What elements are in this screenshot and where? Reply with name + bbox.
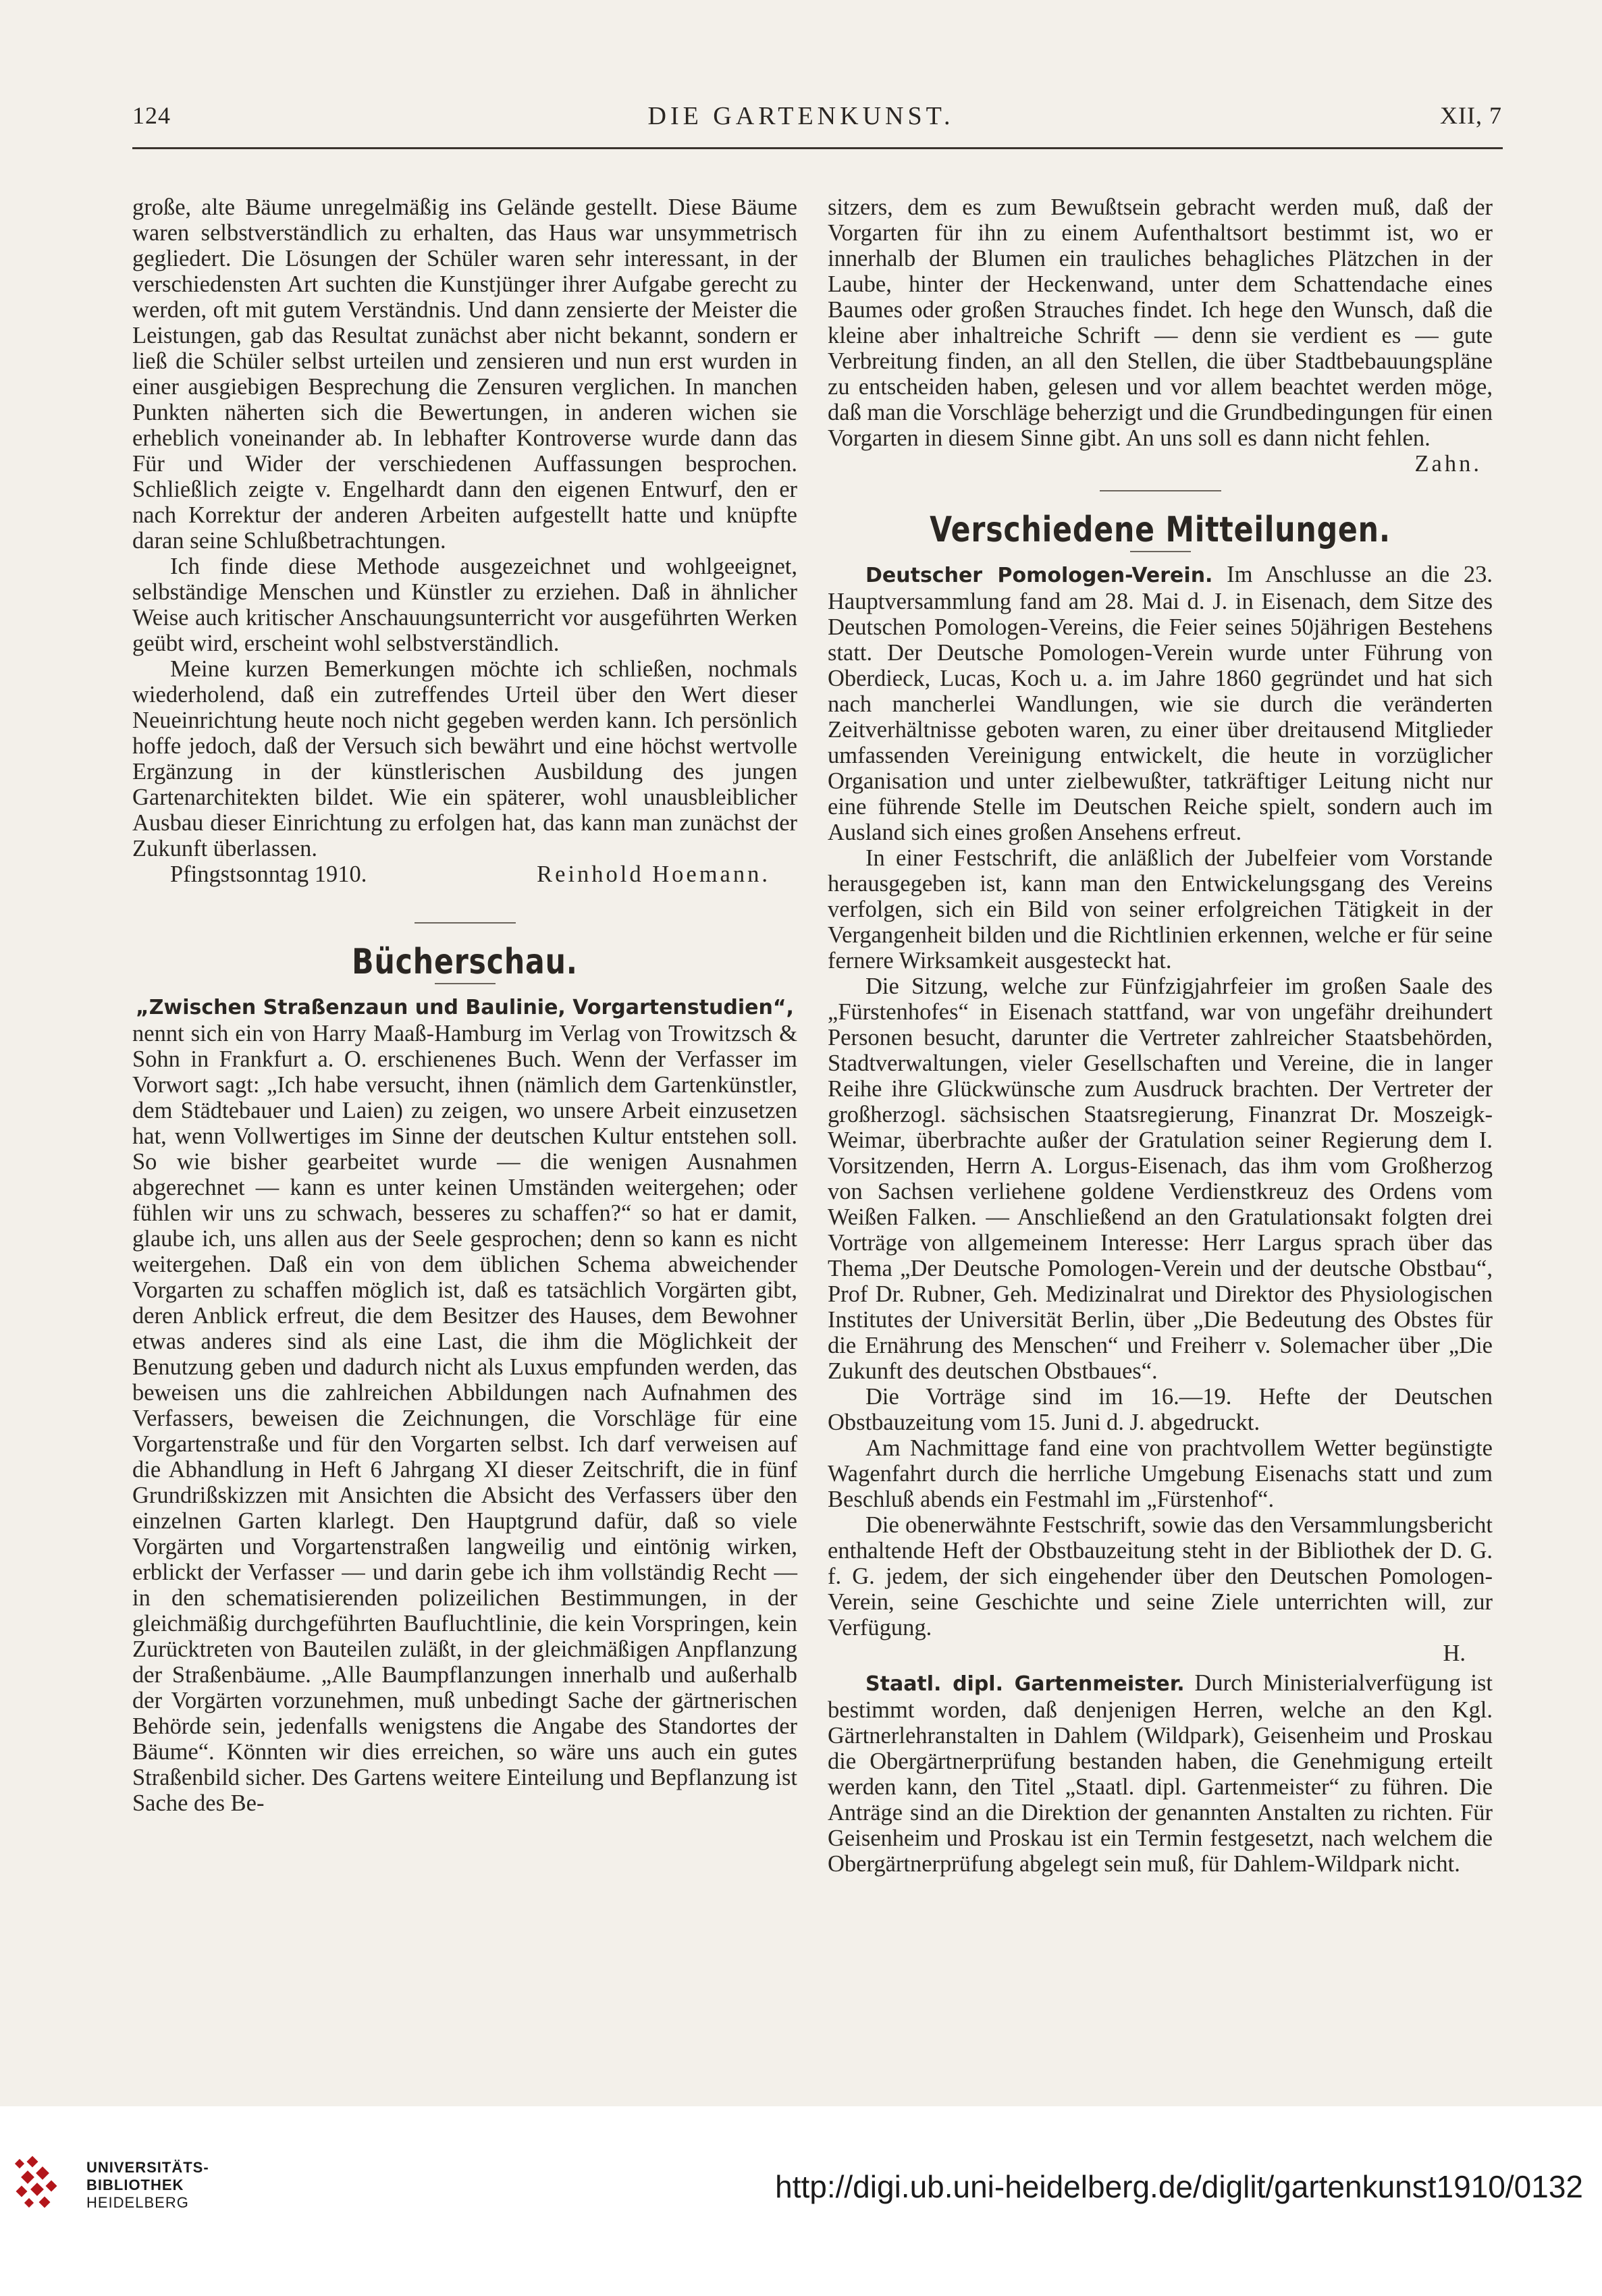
paragraph: große, alte Bäume unregelmäßig ins Gelände gestellt. Diese Bäume waren selbstverständlich zu erhalten, das Haus war unsymmetrisch gegliedert. Die Lösungen der Schüler waren sehr interessant, in der verschiedensten Art suchten die Kunstjünger ihrer Aufgabe gerecht zu werden, oft mit gutem Verständnis. Und dann zensierte der Meister die Leistungen, gab das Resultat zunächst aber nicht bekannt, sondern er ließ die Schüler selbst urteilen und zensieren und nun erst wurden in einer ausgiebigen Besprechung die Zensuren verglichen. In manchen Punkten näherten sich die Bewertungen, in anderen wichen sie erheblich voneinander ab. In lebhafter Kontroverse wurde dann das Für und Wider der verschiedenen Auffassungen besprochen. Schließlich zeigte v. Engelhardt dann den eigenen Entwurf, den er nach Korrektur der anderen Arbeiten aufgestellt hatte und knüpfte daran seine Schlußbetrachtungen. — [132, 194, 797, 554]
subsection-heading: Deutscher Pomologen-Verein. — [865, 564, 1213, 587]
footer-bar — [0, 2106, 1602, 2296]
heading-rule — [435, 983, 496, 984]
signature-author: Reinhold Hoemann. — [537, 861, 770, 887]
issue-number: XII, 7 — [1440, 102, 1502, 129]
right-column — [828, 194, 1493, 1877]
page-number: 124 — [132, 102, 171, 129]
paragraph-pomologen — [828, 562, 1493, 845]
paragraph: Meine kurzen Bemerkungen möchte ich schließen, nochmals wiederholend, daß ein zutreffendes Urteil über den Wert dieser Neueinrichtung heute noch nicht gegeben werden kann. Ich persönlich hoffe jedoch, daß der Versuch sich bewährt und eine höchst wertvolle Ergänzung in der künstlerischen Ausbildung des jungen Gartenarchitekten bildet. Wie ein späterer, wohl unausbleiblicher Ausbau dieser Einrichtung zu erfolgen hat, das kann man zunächst der Zukunft überlassen. — [132, 656, 797, 861]
source-url-link[interactable]: http://digi.ub.uni-heidelberg.de/diglit/gartenkunst1910/0132 — [775, 2169, 1583, 2204]
paragraph-text: Durch Ministerialverfügung ist bestimmt worden, daß denjenigen Herren, welche an den Kgl. Gärtnerlehranstalten in Dahlem (Wildpark), Geisenheim und Proskau die Obergärtnerprüfung bestanden haben, die Genehmigung erteilt werden kann, den Titel „Staatl. dipl. Gartenmeister“ zu führen. Die Anträge sind an die Direktion der genannten Anstalten zu richten. Für Geisenheim und Proskau ist ein Termin festgesetzt, nach welchem die Obergärtnerprüfung abgelegt sein muß, für Dahlem-Wildpark nicht. — [828, 1670, 1493, 1877]
signature-date: Pfingstsonntag 1910. — [170, 861, 367, 887]
section-heading: Verschiedene Mitteilungen. — [930, 510, 1391, 550]
library-name-line: HEIDELBERG — [86, 2194, 189, 2211]
paragraph-text: Im Anschlusse an die 23. Hauptversammlung fand am 28. Mai d. J. in Eisenach, dem Sitze des Deutschen Pomologen-Vereins, die Feier seines 50jährigen Bestehens statt. Der Deutsche Pomologen-Verein wurde unter Führung von Oberdieck, Lucas, Koch u. a. im Jahre 1860 gegründet und hat sich nach mancherlei Wandlungen, wie sie durch die veränderten Zeitverhältnisse geboten waren, zu einer über dreitausend Mitglieder umfassenden Vereinigung entwickelt, die heute in vorzüglicher Organisation und unter zielbewußter, tatkräftiger Leitung nicht nur eine führende Stelle im Deutschen Reiche spielt, sondern auch im Ausland sich eines großen Ansehens erfreut. — [828, 562, 1493, 845]
section-divider — [1100, 490, 1221, 491]
paragraph-gartenmeister — [828, 1670, 1493, 1877]
heading-rule — [1130, 551, 1191, 552]
paragraph: nennt sich ein von Harry Maaß-Hamburg im Verlag von Trowitzsch & Sohn in Frankfurt a. O. erschienenes Buch. Wenn der Verfasser im Vorwort sagt: „Ich habe versucht, ihnen (nämlich dem Gartenkünstler, dem Städtebauer und Laien) zu zeigen, wo unsere Arbeit einzusetzen hat, wenn Vollwertiges im Sinne der deutschen Kultur entstehen soll. So wie bisher gearbeitet wurde — die wenigen Ausnahmen abgerechnet — kann es unter keinen Umständen weitergehen; oder fühlen wir uns zu schwach, besseres zu schaffen?“ so hat er damit, glaube ich, uns allen aus der Seele gesprochen; denn so kann es nicht weitergehen. Daß ein von dem üblichen Schema abweichender Vorgarten zu schaffen möglich ist, daß es tatsächlich Vorgärten gibt, deren Anblick erfreut, die dem Besitzer des Hauses, dem Bewohner etwas anderes sind als eine Last, die ihm die Möglichkeit der Benutzung geben und dadurch nicht als Luxus empfunden werden, das beweisen uns die zahlreichen Abbildungen nach Aufnahmen des Verfassers, beweisen die Zeichnungen, die Vorschläge für eine Vorgartenstraße und für den Vorgarten selbst. Ich darf verweisen auf die Abhandlung in Heft 6 Jahrgang XI dieser Zeitschrift, die in fünf Grundrißskizzen mit Ansichten die Absicht des Verfassers über den einzelnen Garten klarlegt. Den Hauptgrund dafür, daß so viele Vorgärten und Vorgartenstraßen langweilig und eintönig wirken, erblickt der Verfasser — und darin gebe ich ihm vollständig Recht — in den schematisierenden polizeilichen Bestimmungen, in der gleichmäßig durchgeführten Baufluchtlinie, die kein Vorspringen, kein Zurücktreten von Bauteilen zuläßt, in der gleichmäßigen Anpflanzung der Straßenbäume. „Alle Baumpflanzungen innerhalb und außerhalb der Vorgärten vorzunehmen, muß unbedingt Sache der gärtnerischen Behörde sein, jedenfalls wenigstens die Angabe des Standortes der Bäume“. Könnten wir dies erreichen, so wäre uns auch ein gutes Straßenbild sicher. Des Gartens weitere Einteilung und Bepflanzung ist Sache des Be- — [132, 1021, 797, 1816]
header-rule — [132, 147, 1503, 149]
paragraph: sitzers, dem es zum Bewußtsein gebracht werden muß, daß der Vorgarten für ihn zu einem Aufenthaltsort bestimmt ist, wo er innerhalb der Blumen ein trauliches behagliches Plätzchen in der Laube, hinter der Heckenwand, unter dem Schattendache eines Baumes oder großen Strauches findet. Ich hege den Wunsch, daß die kleine aber inhaltreiche Schrift — denn sie verdient es — gute Verbreitung finden, an all den Stellen, die über Stadtbebauungspläne zu entscheiden haben, gelesen und vor allem beachtet werden möge, daß man die Vorschläge beherzigt und die Grundbedingungen für einen Vorgarten in diesem Sinne gibt. An uns soll es dann nicht fehlen. — [828, 194, 1493, 451]
university-library-logo-icon — [14, 2154, 74, 2214]
signature: H. — [1443, 1640, 1466, 1666]
paragraph: Am Nachmittage fand eine von prachtvollem Wetter begünstigte Wagenfahrt durch die herrliche Umgebung Eisenachs statt und zum Beschluß abends ein Festmahl im „Fürstenhof“. — [828, 1435, 1493, 1512]
book-title — [132, 994, 797, 1021]
paragraph: Die Vorträge sind im 16.—19. Hefte der Deutschen Obstbauzeitung vom 15. Juni d. J. abgedruckt. — [828, 1384, 1493, 1435]
subsection-heading: Staatl. dipl. Gartenmeister. — [865, 1672, 1185, 1696]
signature-line — [132, 861, 797, 887]
paragraph: Ich finde diese Methode ausgezeichnet und wohlgeeignet, selbständige Menschen und Künstler zu erziehen. Daß in ähnlicher Weise auch kritischer Anschauungsunterricht vor ausgeführten Werken geübt wird, erscheint wohl selbstverständlich. — [132, 554, 797, 656]
section-divider — [415, 922, 516, 924]
journal-title: DIE GARTENKUNST. — [647, 102, 955, 130]
library-name-line: BIBLIOTHEK — [86, 2177, 184, 2193]
paragraph: Die Sitzung, welche zur Fünfzigjahrfeier im großen Saale des „Fürstenhofes“ in Eisenach stattfand, war von ungefähr dreihundert Personen besucht, darunter die Vertreter zahlreicher Staatsbehörden, Stadtverwaltungen, vieler Gesellschaften und Vereine, die in langer Reihe ihre Glückwünsche zum Ausdruck brachten. Der Vertreter der großherzogl. sächsischen Staatsregierung, Finanzrat Dr. Moszeigk-Weimar, überbrachte außer der Gratulation seiner Regierung dem I. Vorsitzenden, Herrn A. Lorgus-Eisenach, das ihm vom Großherzog von Sachsen verliehene goldene Verdienstkreuz des Ordens vom Weißen Falken. — Anschließend an den Gratulationsakt folgten drei Vorträge von allgemeinem Interesse: Herr Largus sprach über das Thema „Der Deutsche Pomologen-Verein und der deutsche Obstbau“, Prof Dr. Rubner, Geh. Medizinalrat und Direktor des Physiologischen Institutes der Universität Berlin, über „Die Bedeutung des Obstes für die Ernährung des Menschen“ und Freiherr v. Solemacher über „Die Zukunft des deutschen Obstbaues“. — [828, 973, 1493, 1384]
left-column — [132, 194, 797, 1816]
paragraph: Die obenerwähnte Festschrift, sowie das den Versammlungsbericht enthaltende Heft der Obstbauzeitung steht in der Bibliothek der D. G. f. G. jedem, der sich eingehender über den Deutschen Pomologen-Verein, seine Geschichte und seine Ziele unterrichten will, zur Verfügung. — [828, 1512, 1493, 1640]
section-heading: Bücherschau. — [352, 942, 578, 982]
signature: Zahn. — [1414, 451, 1482, 477]
book-title-text: „Zwischen Straßenzaun und Baulinie, Vorgartenstudien“, — [136, 996, 794, 1019]
library-name-line: UNIVERSITÄTS- — [86, 2159, 209, 2176]
paragraph: In einer Festschrift, die anläßlich der Jubelfeier vom Vorstande herausgegeben ist, kann man den Entwickelungsgang des Vereins verfolgen, sich ein Bild von seiner erfolgreichen Tätigkeit in der Vergangenheit bilden und die Richtlinien erkennen, welche er für seine fernere Wirksamkeit ausgesteckt hat. — [828, 845, 1493, 973]
library-name — [86, 2159, 209, 2212]
